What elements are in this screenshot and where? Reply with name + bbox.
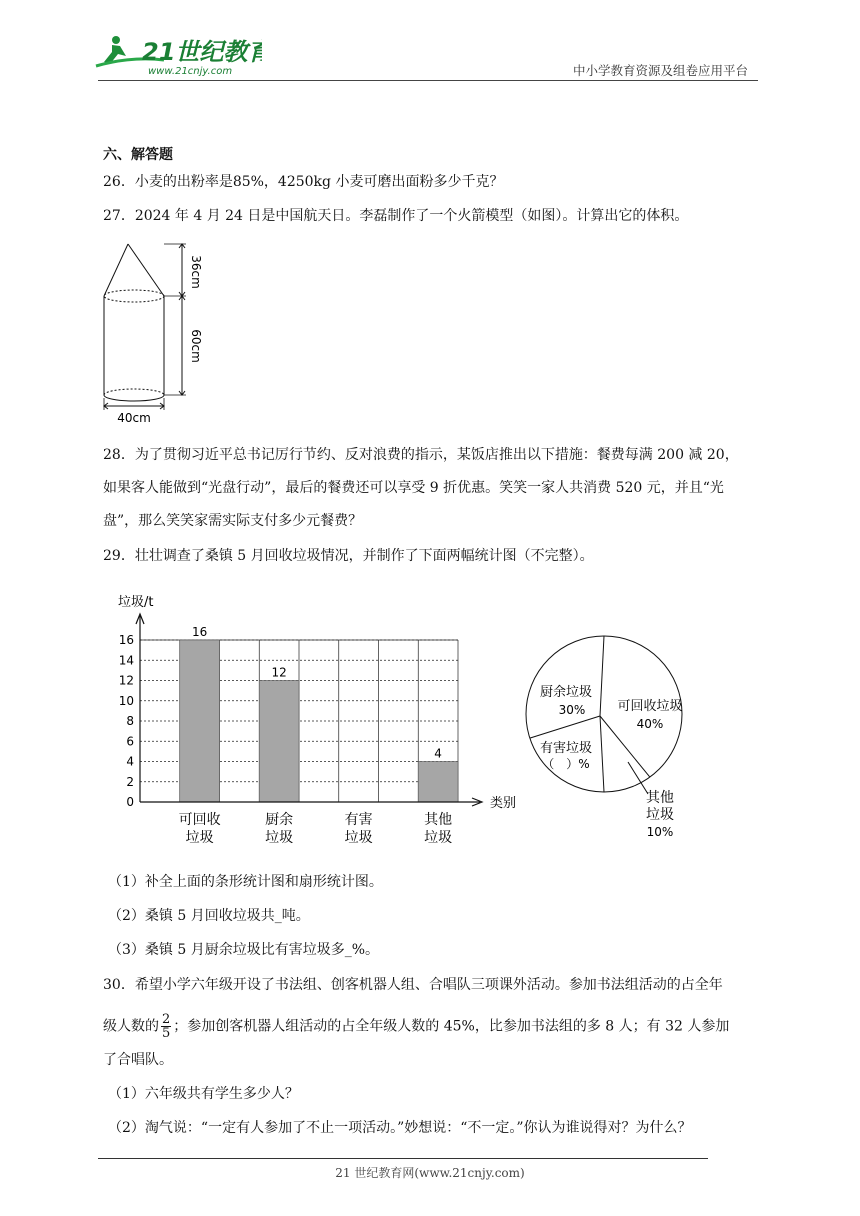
logo-url: www.21cnjy.com bbox=[148, 66, 233, 77]
category-label: 垃圾 bbox=[185, 830, 214, 846]
category-label: 垃圾 bbox=[344, 830, 373, 846]
pie-percent-label: （ ）% bbox=[542, 757, 590, 771]
question-30-text-b: ；参加创客机器人组活动的占全年级人数的 45%，比参加书法组的多 8 人；有 32 人参加 bbox=[173, 1018, 730, 1035]
bar-value-label: 12 bbox=[271, 665, 287, 680]
pie-label: 可回收垃圾 bbox=[617, 699, 683, 714]
question-30-line-1: 30．希望小学六年级开设了书法组、创客机器人组、合唱队三项课外活动。参加书法组活动的占全年 bbox=[103, 977, 723, 993]
bar-2 bbox=[259, 681, 299, 803]
category-label: 垃圾 bbox=[424, 830, 453, 846]
fraction-two-fifths bbox=[161, 1013, 171, 1040]
cylinder-height-label: 60cm bbox=[189, 329, 203, 363]
question-29-part-2: （2）桑镇 5 月回收垃圾共_吨。 bbox=[108, 908, 310, 924]
logo-title: 21世纪教育 bbox=[142, 38, 262, 66]
question-30-part-2: （2）淘气说：“一定有人参加了不止一项活动。”妙想说：“不一定。”你认为谁说得对？为什么？ bbox=[108, 1120, 692, 1136]
rocket-figure bbox=[96, 242, 206, 426]
x-axis-label: 类别 bbox=[490, 796, 517, 811]
question-30-line-2 bbox=[103, 1013, 729, 1040]
cylinder-bottom-front bbox=[104, 395, 164, 401]
y-tick-label: 12 bbox=[118, 673, 134, 688]
question-29-part-3: （3）桑镇 5 月厨余垃圾比有害垃圾多_%。 bbox=[108, 942, 380, 958]
category-label: 可回收 bbox=[178, 812, 221, 828]
cone-right-edge bbox=[128, 244, 164, 296]
bar-4 bbox=[418, 762, 458, 803]
bar-1 bbox=[180, 640, 220, 802]
section-title: 六、解答题 bbox=[103, 147, 173, 163]
pie-percent-label: 40% bbox=[636, 717, 664, 731]
question-29: 29．壮壮调查了桑镇 5 月回收垃圾情况，并制作了下面两幅统计图（不完整）。 bbox=[103, 548, 594, 564]
bar-value-label: 4 bbox=[434, 746, 442, 761]
fraction-denominator: 5 bbox=[162, 1026, 171, 1041]
pie-chart bbox=[520, 630, 700, 850]
question-30-text-a: 级人数的 bbox=[103, 1018, 159, 1035]
category-label: 有害 bbox=[344, 812, 373, 828]
y-tick-label: 16 bbox=[118, 633, 134, 647]
bar-value-label: 16 bbox=[191, 625, 208, 639]
category-label: 厨余 bbox=[265, 812, 294, 828]
pie-label: 厨余垃圾 bbox=[539, 685, 593, 700]
category-label: 垃圾 bbox=[265, 830, 294, 846]
y-tick-label: 2 bbox=[126, 774, 134, 789]
site-logo bbox=[92, 30, 262, 82]
platform-name: 中小学教育资源及组卷应用平台 bbox=[573, 63, 749, 78]
pie-other-label: 垃圾 bbox=[646, 807, 674, 823]
y-tick-label: 6 bbox=[126, 734, 134, 749]
question-27: 27．2024 年 4 月 24 日是中国航天日。李磊制作了一个火箭模型（如图）。计算出它的体积。 bbox=[103, 208, 689, 224]
footer-text: 21 世纪教育网(www.21cnjy.com) bbox=[335, 1166, 525, 1180]
question-28-line-1: 28．为了贯彻习近平总书记厉行节约、反对浪费的指示，某饭店推出以下措施：餐费每满 200 减 20， bbox=[103, 447, 739, 463]
pie-percent-label: 30% bbox=[558, 703, 586, 717]
cylinder-top bbox=[104, 290, 164, 302]
diameter-label: 40cm bbox=[117, 411, 151, 425]
question-26: 26．小麦的出粉率是85%，4250kg 小麦可磨出面粉多少千克？ bbox=[103, 174, 504, 190]
header-divider bbox=[98, 80, 758, 81]
question-29-part-1: （1）补全上面的条形统计图和扇形统计图。 bbox=[108, 874, 383, 890]
pie-other-label: 10% bbox=[646, 825, 674, 839]
cone-left-edge bbox=[104, 244, 128, 296]
cylinder-bottom-back bbox=[104, 389, 164, 395]
fraction-numerator: 2 bbox=[162, 1012, 171, 1027]
footer-divider bbox=[98, 1158, 708, 1159]
y-tick-label: 0 bbox=[126, 795, 134, 809]
question-28-line-3: 盘”，那么笑笑家需实际支付多少元餐费？ bbox=[103, 513, 363, 529]
question-30-part-1: （1）六年级共有学生多少人？ bbox=[108, 1086, 299, 1102]
pie-other-label: 其他 bbox=[646, 790, 674, 806]
y-tick-label: 4 bbox=[126, 754, 134, 769]
pie-label: 有害垃圾 bbox=[539, 741, 593, 756]
question-28-line-2: 如果客人能做到“光盘行动”，最后的餐费还可以享受 9 折优惠。笑笑一家人共消费 520 元，并且“光 bbox=[103, 480, 724, 496]
y-tick-label: 14 bbox=[118, 653, 134, 668]
category-label: 其他 bbox=[424, 812, 453, 828]
bar-chart bbox=[108, 590, 538, 852]
cone-height-label: 36cm bbox=[189, 255, 203, 289]
question-30-line-3: 了合唱队。 bbox=[103, 1052, 173, 1068]
y-tick-label: 10 bbox=[118, 693, 134, 708]
y-axis-label: 垃圾/t bbox=[118, 595, 154, 610]
y-tick-label: 8 bbox=[126, 714, 134, 728]
